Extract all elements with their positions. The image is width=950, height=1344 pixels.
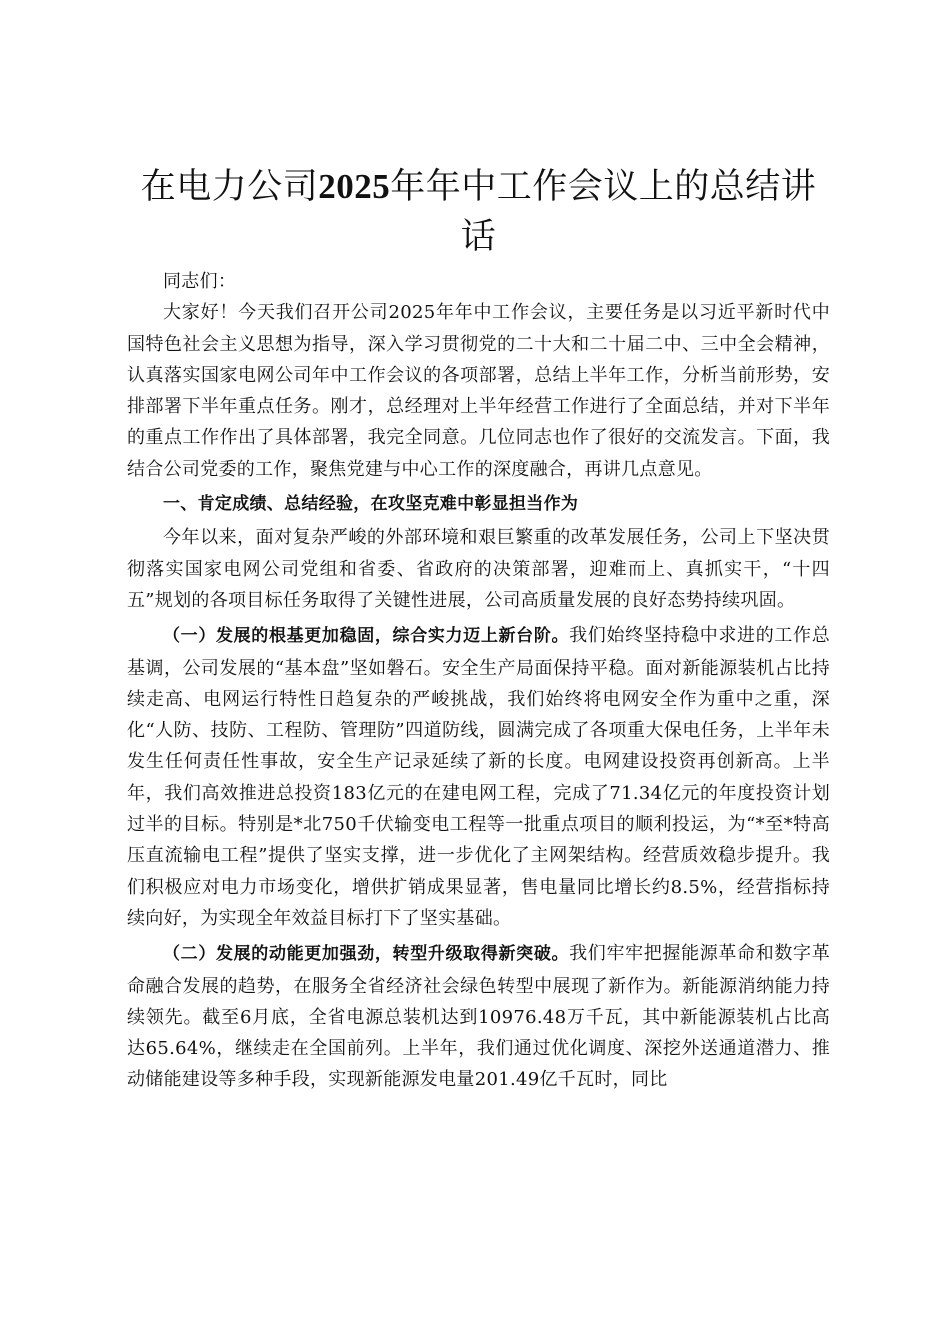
subsection-2-body: 我们牢牢把握能源革命和数字革命融合发展的趋势，在服务全省经济社会绿色转型中展现了新作为。新能源消纳能力持续领先。截至6月底，全省电源总装机达到10976.48万千瓦，其中新能源装机占比高达65.64%，继续走在全国前列。上半年，我们通过优化调度、深挖外送通道潜力、推动储能建设等多种手段，实现新能源发电量201.49亿千瓦时，同比: [127, 943, 830, 1091]
subsection-2-lead: （二）发展的动能更加强劲，转型升级取得新突破。: [163, 944, 570, 965]
intro-paragraph: 大家好！今天我们召开公司2025年年中工作会议，主要任务是以习近平新时代中国特色社会主义思想为指导，深入学习贯彻党的二十大和二十届二中、三中全会精神，认真落实国家电网公司年中工作会议的各项部署，总结上半年工作，分析当前形势，安排部署下半年重点任务。刚才，总经理对上半年经营工作进行了全面总结，并对下半年的重点工作作出了具体部署，我完全同意。几位同志也作了很好的交流发言。下面，我结合公司党委的工作，聚焦党建与中心工作的深度融合，再讲几点意见。: [127, 302, 830, 480]
document-page: [127, 162, 830, 1096]
title-part1: 在电力公司: [140, 167, 319, 207]
subsection-2-paragraph: [127, 938, 830, 1095]
subsection-1-paragraph: [127, 620, 830, 934]
section-1-heading: 一、肯定成绩、总结经验，在攻坚克难中彰显担当作为: [163, 494, 579, 515]
subsection-1-body: 我们始终坚持稳中求进的工作总基调，公司发展的“基本盘”坚如磐石。安全生产局面保持平稳。面对新能源装机占比持续走高、电网运行特性日趋复杂的严峻挑战，我们始终将电网安全作为重中之重，深化“人防、技防、工程防、管理防”四道防线，圆满完成了各项重大保电任务，上半年未发生任何责任性事故，安全生产记录延续了新的长度。电网建设投资再创新高。上半年，我们高效推进总投资183亿元的在建电网工程，完成了71.34亿元的年度投资计划过半的目标。特别是*北750千伏输变电工程等一批重点项目的顺利投运，为“*至*特高压直流输电工程”提供了坚实支撑，进一步优化了主网架结构。经营质效稳步提升。我们积极应对电力市场变化，增供扩销成果显著，售电量同比增长约8.5%，经营指标持续向好，为实现全年效益目标打下了坚实基础。: [127, 625, 830, 929]
title-part2: 年年中工作会议上的总结讲话: [390, 167, 817, 257]
section-1-intro-paragraph: 今年以来，面对复杂严峻的外部环境和艰巨繁重的改革发展任务，公司上下坚决贯彻落实国家电网公司党组和省委、省政府的决策部署，迎难而上、真抓实干，“十四五”规划的各项目标任务取得了关键性进展，公司高质量发展的良好态势持续巩固。: [127, 527, 830, 611]
title-year: 2025: [318, 167, 391, 206]
subsection-1-lead: （一）发展的根基更加稳固，综合实力迈上新台阶。: [163, 626, 570, 647]
document-title: [127, 162, 830, 262]
salutation: 同志们：: [163, 271, 237, 292]
